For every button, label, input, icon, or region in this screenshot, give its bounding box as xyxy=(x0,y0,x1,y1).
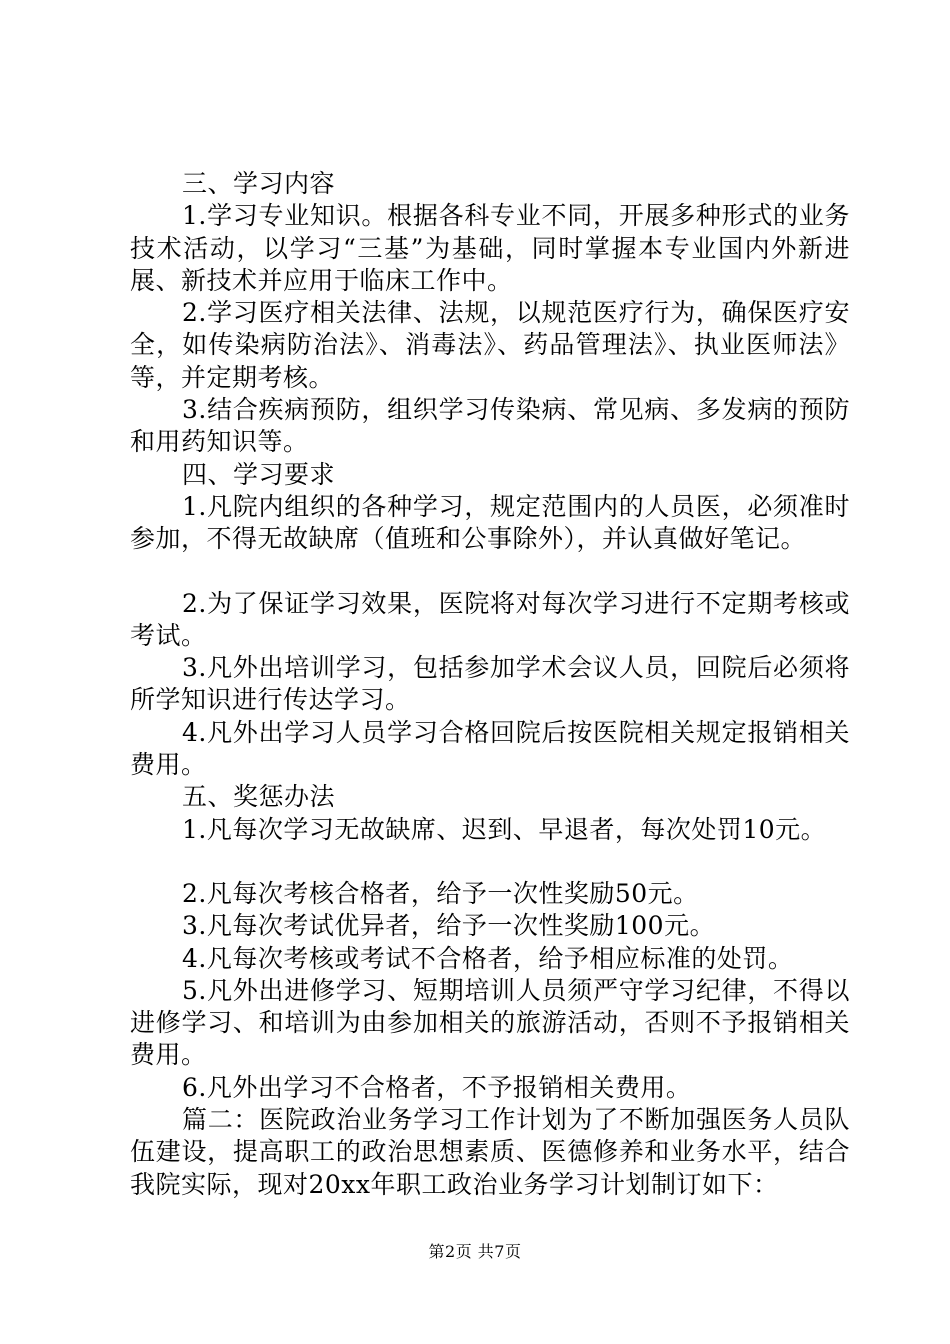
section-heading-study-content: 三、学习内容 xyxy=(182,169,336,198)
paragraph: 2.学习医疗相关法律、法规，以规范医疗行为，确保医疗安全，如传染病防治法》、消毒法》、药品管理法》、执业医师法》等，并定期考核。 xyxy=(130,298,850,392)
paragraph: 5.凡外出进修学习、短期培训人员须严守学习纪律，不得以进修学习、和培训为由参加相关的旅游活动，否则不予报销相关费用。 xyxy=(130,975,850,1070)
paragraph: 1.凡每次学习无故缺席、迟到、早退者，每次处罚10元。 xyxy=(182,814,827,844)
paragraph: 2.凡每次考核合格者，给予一次性奖励50元。 xyxy=(182,878,699,908)
paragraph: 6.凡外出学习不合格者，不予报销相关费用。 xyxy=(182,1072,692,1102)
paragraph: 3.凡外出培训学习，包括参加学术会议人员，回院后必须将所学知识进行传达学习。 xyxy=(130,653,850,715)
document-body xyxy=(130,168,850,1201)
paragraph: 4.凡每次考核或考试不合格者，给予相应标准的处罚。 xyxy=(182,943,794,973)
paragraph: 3.凡每次考试优异者，给予一次性奖励100元。 xyxy=(182,911,716,941)
paragraph: 4.凡外出学习人员学习合格回院后按医院相关规定报销相关费用。 xyxy=(130,717,850,780)
paragraph: 1.学习专业知识。根据各科专业不同，开展多种形式的业务技术活动，以学习“三基”为基础，同时掌握本专业国内外新进展、新技术并应用于临床工作中。 xyxy=(130,201,850,295)
paragraph: 2.为了保证学习效果，医院将对每次学习进行不定期考核或考试。 xyxy=(130,588,850,650)
page-number-footer: 第2页 共7页 xyxy=(428,1242,522,1261)
paragraph: 1.凡院内组织的各种学习，规定范围内的人员医，必须准时参加，不得无故缺席（值班和公事除外），并认真做好笔记。 xyxy=(130,491,850,554)
blank-line xyxy=(130,846,850,878)
paragraph: 3.结合疾病预防，组织学习传染病、常见病、多发病的预防和用药知识等。 xyxy=(130,395,850,457)
blank-line xyxy=(130,556,850,588)
section-heading-rewards-penalties: 五、奖惩办法 xyxy=(182,782,336,812)
paragraph-part-two: 篇二：医院政治业务学习工作计划为了不断加强医务人员队伍建设，提高职工的政治思想素质、医德修养和业务水平，结合我院实际，现对20xx年职工政治业务学习计划制订如下： xyxy=(130,1105,850,1199)
section-heading-study-requirements: 四、学习要求 xyxy=(182,459,336,489)
